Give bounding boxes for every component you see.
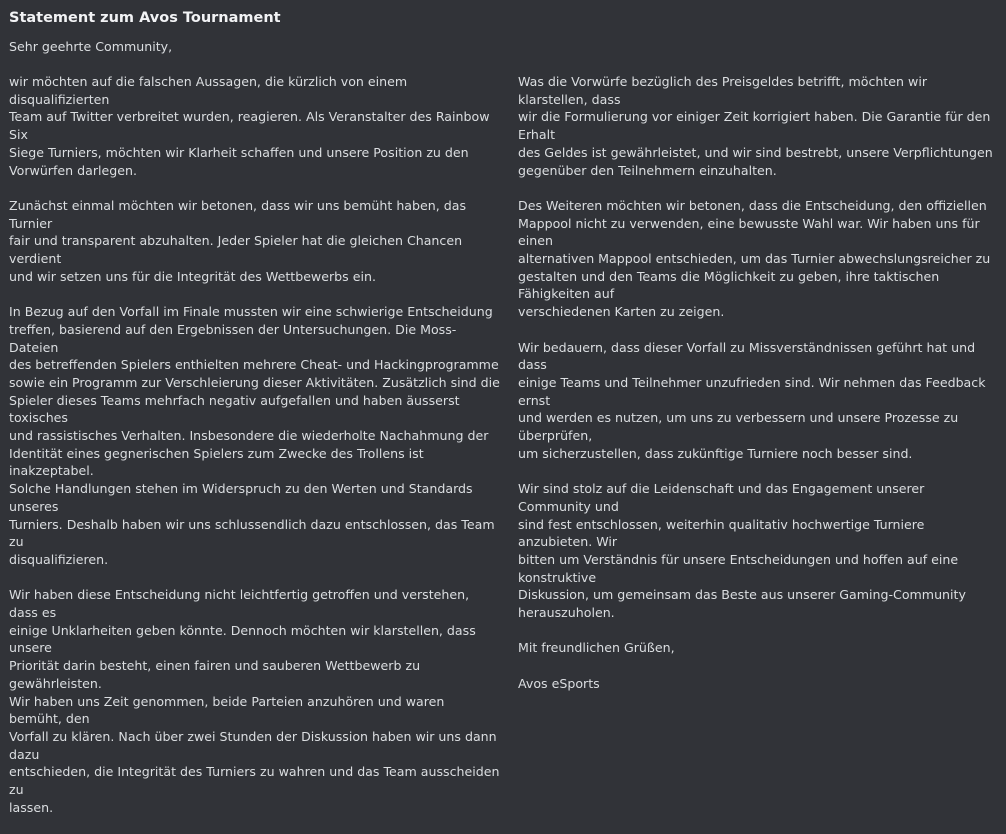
paragraph: In Bezug auf den Vorfall im Finale mussten wir eine schwierige Entscheidung treffen, basierend auf den Ergebnissen der Untersuchungen. Die Moss-Dateien des betreffenden Spielers enthielten mehrere Cheat- und Hackingprogramme sowie ein Programm zur Verschleierung dieser Aktivitäten. Zusätzlich sind die Spieler dieses Teams mehrfach negativ aufgefallen und haben äusserst toxisches und rassistisches Verhalten. Insbesondere die wiederholte Nachahmung der Identität eines gegnerischen Spielers zum Zwecke des Trollens ist inakzeptabel. Solche Handlungen stehen im Widerspruch zu den Werten und Standards unseres Turniers. Deshalb haben wir uns schlussendlich dazu entschlossen, das Team zu disqualifizieren. [9,304,500,567]
greeting: Sehr geehrte Community, [9,39,173,54]
left-column [9,73,501,834]
closing: Mit freundlichen Grüßen, [518,640,675,656]
paragraph: Wir haben diese Entscheidung nicht leichtfertig getroffen und verstehen, dass es einige Unklarheiten geben könnte. Dennoch möchten wir klarstellen, dass unsere Priorität darin besteht, einen fairen und sauberen Wettbewerb zu gewährleisten. Wir haben uns Zeit genommen, beide Parteien anzuhören und waren bemüht, den Vorfall zu klären. Nach über zwei Stunden der Diskussion haben wir uns dann dazu entschieden, die Integrität des Turniers zu wahren und das Team ausscheiden zu lassen. [9,587,500,815]
paragraph: wir möchten auf die falschen Aussagen, die kürzlich von einem disqualifizierten Team auf Twitter verbreitet wurden, reagieren. Als Veranstalter des Rainbow Six Siege Turniers, möchten wir Klarheit schaffen und unsere Position zu den Vorwürfen darlegen. [9,74,490,178]
paragraph: Zunächst einmal möchten wir betonen, dass wir uns bemüht haben, das Turnier fair und transparent abzuhalten. Jeder Spieler hat die gleichen Chancen verdient und wir setzen uns für die Integrität des Wettbewerbs ein. [9,197,467,284]
paragraph: Des Weiteren möchten wir betonen, dass die Entscheidung, den offiziellen Mappool nicht zu verwenden, eine bewusste Wahl war. Wir haben uns für einen alternativen Mappool entschieden, um das Turnier abwechslungsreicher zu gestalten und den Teams die Möglichkeit zu geben, ihre taktischen Fähigkeiten auf verschiedenen Karten zu zeigen. [518,197,991,320]
paragraph: Wir bedauern, dass dieser Vorfall zu Missverständnissen geführt hat und dass einige Teams und Teilnehmer unzufrieden sind. Wir nehmen das Feedback ernst und werden es nutzen, um uns zu verbessern und unsere Prozesse zu überprüfen, um sicherzustellen, dass zukünftige Turniere noch besser sind. [518,339,986,461]
right-column [518,73,1000,710]
paragraph: Wir sind stolz auf die Leidenschaft und das Engagement unserer Community und sind fest entschlossen, weiterhin qualitativ hochwertige Turniere anzubieten. Wir bitten um Verständnis für unsere Entscheidungen und hoffen auf eine konstruktive Diskussion, um gemeinsam das Beste aus unserer Gaming-Community herauszuholen. [518,481,966,621]
paragraph: Was die Vorwürfe bezüglich des Preisgeldes betrifft, möchten wir klarstellen, dass wir die Formulierung vor einiger Zeit korrigiert haben. Die Garantie für den Erhalt des Geldes ist gewährleistet, und wir sind bestrebt, unsere Verpflichtungen gegenüber den Teilnehmern einzuhalten. [518,74,993,178]
statement-title: Statement zum Avos Tournament [9,10,281,26]
signature: Avos eSports [518,675,600,691]
